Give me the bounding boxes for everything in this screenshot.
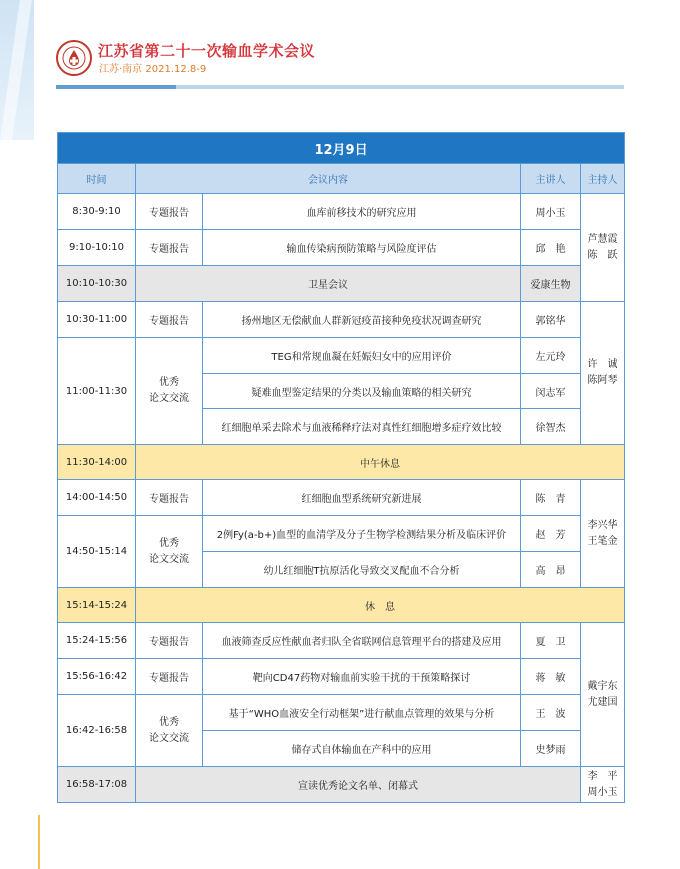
day-title: 12月9日 [58, 133, 625, 164]
blood-drop-icon [61, 45, 87, 71]
content-cell: 输血传染病预防策略与风险度评估 [203, 230, 521, 266]
col-header-speaker: 主讲人 [521, 164, 581, 194]
content-cell: 休 息 [136, 588, 625, 623]
content-cell: TEG和常规血凝在妊娠妇女中的应用评价 [203, 338, 521, 374]
content-cell: 中午休息 [136, 445, 625, 480]
table-row [58, 338, 625, 374]
content-cell: 基于“WHO血液安全行动框架”进行献血点管理的效果与分析 [203, 695, 521, 731]
content-cell: 血液筛查反应性献血者归队全省联网信息管理平台的搭建及应用 [203, 623, 521, 659]
header-divider [56, 85, 624, 89]
col-header-time: 时间 [58, 164, 136, 194]
content-cell: 扬州地区无偿献血人群新冠疫苗接种免疫状况调查研究 [203, 302, 521, 338]
table-row [58, 230, 625, 266]
type-cell: 专题报告 [136, 194, 203, 230]
table-row [58, 194, 625, 230]
speaker-cell: 蒋 敏 [521, 659, 581, 695]
content-cell: 红细胞血型系统研究新进展 [203, 480, 521, 516]
time-cell: 15:14-15:24 [58, 588, 136, 623]
society-logo [56, 40, 92, 76]
host-cell: 李 平 周小玉 [581, 767, 625, 803]
speaker-cell: 闵志军 [521, 374, 581, 409]
content-cell: 卫星会议 [136, 266, 521, 302]
time-cell: 14:00-14:50 [58, 480, 136, 516]
table-row [58, 480, 625, 516]
content-cell: 幼儿红细胞T抗原活化导致交叉配血不合分析 [203, 552, 521, 588]
table-row [58, 302, 625, 338]
type-cell: 专题报告 [136, 480, 203, 516]
time-cell: 15:24-15:56 [58, 623, 136, 659]
speaker-cell: 高 昂 [521, 552, 581, 588]
speaker-cell: 王 波 [521, 695, 581, 731]
speaker-cell: 郭铭华 [521, 302, 581, 338]
time-cell: 11:30-14:00 [58, 445, 136, 480]
host-cell: 芦慧霞 陈 跃 [581, 194, 625, 302]
type-cell: 优秀 论文交流 [136, 338, 203, 445]
content-cell: 2例Fy(a-b+)血型的血清学及分子生物学检测结果分析及临床评价 [203, 516, 521, 552]
type-cell: 专题报告 [136, 659, 203, 695]
table-row [58, 623, 625, 659]
speaker-cell: 爱康生物 [521, 266, 581, 302]
host-cell: 许 诚 陈阿琴 [581, 302, 625, 445]
speaker-cell: 徐智杰 [521, 409, 581, 445]
speaker-cell: 史梦雨 [521, 731, 581, 767]
conference-subtitle: 江苏·南京 2021.12.8-9 [99, 64, 207, 75]
speaker-cell: 左元玲 [521, 338, 581, 374]
speaker-cell: 邱 艳 [521, 230, 581, 266]
time-cell: 10:30-11:00 [58, 302, 136, 338]
content-cell: 储存式自体输血在产科中的应用 [203, 731, 521, 767]
time-cell: 15:56-16:42 [58, 659, 136, 695]
table-row [58, 588, 625, 623]
speaker-cell: 夏 卫 [521, 623, 581, 659]
content-cell: 靶向CD47药物对输血前实验干扰的干预策略探讨 [203, 659, 521, 695]
content-cell: 疑难血型鉴定结果的分类以及输血策略的相关研究 [203, 374, 521, 409]
table-row [58, 659, 625, 695]
table-row [58, 266, 625, 302]
conference-title: 江苏省第二十一次输血学术会议 [98, 42, 316, 60]
type-cell: 专题报告 [136, 230, 203, 266]
host-cell: 李兴华 王笔金 [581, 480, 625, 588]
type-cell: 专题报告 [136, 623, 203, 659]
table-row [58, 445, 625, 480]
left-accent-line [38, 815, 40, 869]
speaker-cell: 赵 芳 [521, 516, 581, 552]
content-cell: 宣读优秀论文名单、闭幕式 [136, 767, 581, 803]
host-cell: 戴宇东 尤建国 [581, 623, 625, 767]
time-cell: 16:42-16:58 [58, 695, 136, 767]
content-cell: 血库前移技术的研究应用 [203, 194, 521, 230]
col-header-content: 会议内容 [136, 164, 521, 194]
time-cell: 8:30-9:10 [58, 194, 136, 230]
table-row [58, 516, 625, 552]
corner-decoration [0, 0, 34, 140]
table-row [58, 767, 625, 803]
time-cell: 14:50-15:14 [58, 516, 136, 588]
table-row [58, 695, 625, 731]
content-cell: 红细胞单采去除术与血液稀释疗法对真性红细胞增多症疗效比较 [203, 409, 521, 445]
speaker-cell: 陈 青 [521, 480, 581, 516]
type-cell: 专题报告 [136, 302, 203, 338]
type-cell: 优秀 论文交流 [136, 695, 203, 767]
time-cell: 9:10-10:10 [58, 230, 136, 266]
col-header-host: 主持人 [581, 164, 625, 194]
time-cell: 16:58-17:08 [58, 767, 136, 803]
speaker-cell: 周小玉 [521, 194, 581, 230]
time-cell: 10:10-10:30 [58, 266, 136, 302]
type-cell: 优秀 论文交流 [136, 516, 203, 588]
time-cell: 11:00-11:30 [58, 338, 136, 445]
schedule-table [57, 132, 625, 803]
